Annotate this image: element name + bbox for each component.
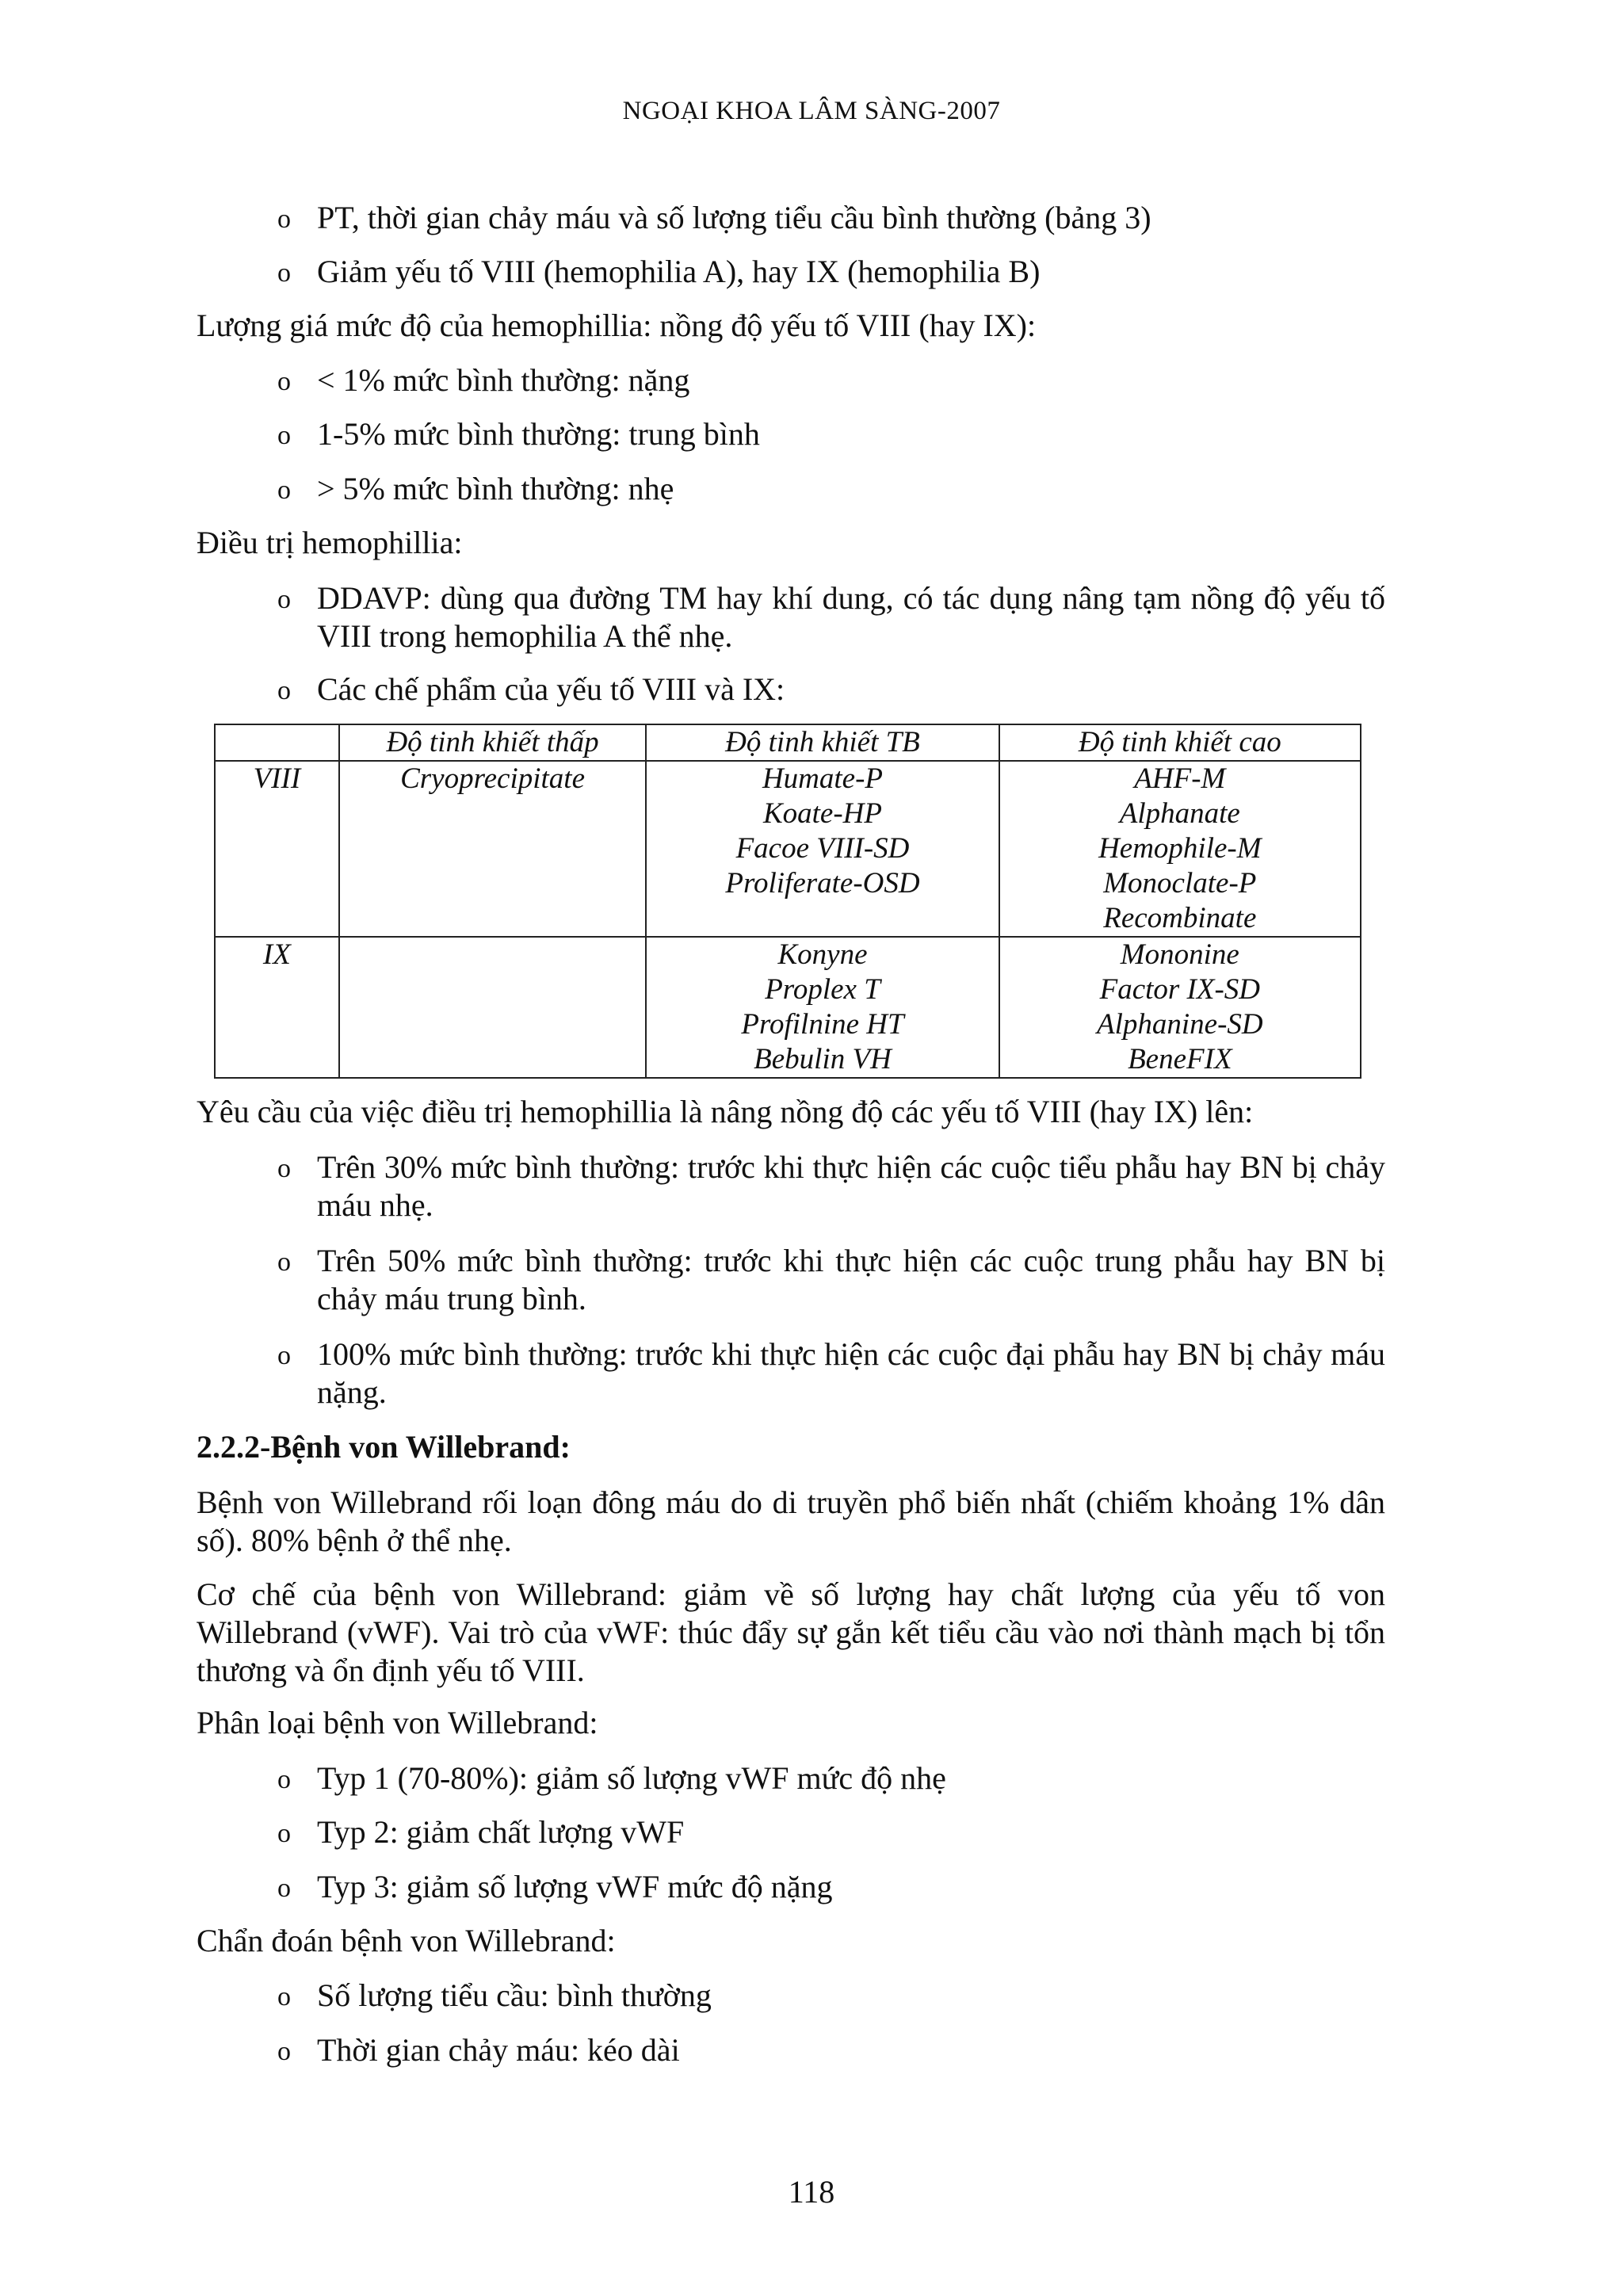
bullet-marker: o [277, 367, 291, 396]
list-item: Các chế phẩm của yếu tố VIII và IX: [317, 671, 785, 707]
list-item: Trên 30% mức bình thường: trước khi thực hiện các cuộc tiểu phẫu hay BN bị chảy máu nhẹ. [317, 1149, 1385, 1223]
list-item: PT, thời gian chảy máu và số lượng tiểu cầu bình thường (bảng 3) [317, 200, 1151, 235]
table-header-cell: Độ tinh khiết cao [999, 724, 1361, 761]
list-item: DDAVP: dùng qua đường TM hay khí dung, có tác dụng nâng tạm nồng độ yếu tố VIII trong hemophilia A thể nhẹ. [317, 580, 1385, 654]
bullet-marker: o [277, 2037, 291, 2066]
bullet-marker: o [277, 476, 291, 505]
bullet-marker: o [277, 1819, 291, 1848]
list-item: Số lượng tiểu cầu: bình thường [317, 1977, 712, 2013]
low-purity-cell [339, 761, 647, 937]
factor-cell: VIII [215, 761, 339, 937]
product-name: Factor IX-SD [1099, 973, 1261, 1006]
bullet-marker: o [277, 1874, 291, 1903]
treatment-heading: Điều trị hemophillia: [197, 525, 463, 560]
product-name: Facoe VIII-SD [735, 832, 910, 865]
product-name: BeneFIX [1128, 1043, 1232, 1075]
section-title: 2.2.2-Bệnh von Willebrand: [197, 1429, 571, 1465]
list-item: 1-5% mức bình thường: trung bình [317, 416, 760, 452]
product-name: AHF-M [1134, 762, 1226, 795]
product-name: Bebulin VH [754, 1043, 892, 1075]
product-name: Proplex T [765, 973, 880, 1006]
requirement-heading: Yêu cầu của việc điều trị hemophillia là nâng nồng độ các yếu tố VIII (hay IX) lên: [197, 1094, 1254, 1129]
diagnosis-heading: Chẩn đoán bệnh von Willebrand: [197, 1923, 616, 1958]
table-header-cell: Độ tinh khiết TB [646, 724, 999, 761]
product-name: Profilnine HT [741, 1008, 904, 1041]
product-name: Proliferate-OSD [725, 867, 920, 900]
list-item: Giảm yếu tố VIII (hemophilia A), hay IX (hemophilia B) [317, 254, 1041, 289]
bullet-marker: o [277, 1765, 291, 1794]
high-purity-cell [999, 937, 1361, 1078]
list-item: < 1% mức bình thường: nặng [317, 362, 690, 398]
bullet-marker: o [277, 204, 291, 234]
bullet-marker: o [277, 1341, 291, 1370]
list-item: Trên 50% mức bình thường: trước khi thực hiện các cuộc trung phẫu hay BN bị chảy máu trung bình. [317, 1243, 1385, 1316]
list-item: Typ 1 (70-80%): giảm số lượng vWF mức độ nhẹ [317, 1760, 946, 1796]
list-item: 100% mức bình thường: trước khi thực hiện các cuộc đại phẫu hay BN bị chảy máu nặng. [317, 1336, 1385, 1410]
table-header-row [215, 724, 1361, 761]
product-name: Recombinate [1103, 902, 1257, 934]
table-header-cell: Độ tinh khiết thấp [339, 724, 647, 761]
bullet-marker: o [277, 1154, 291, 1183]
product-name: Cryoprecipitate [400, 762, 585, 795]
product-name: Humate-P [762, 762, 884, 795]
low-purity-cell [339, 937, 647, 1078]
bullet-marker: o [277, 585, 291, 614]
product-name: Alphanate [1119, 797, 1240, 830]
list-item: Typ 2: giảm chất lượng vWF [317, 1814, 685, 1850]
product-name: Konyne [777, 938, 868, 971]
product-name: Koate-HP [762, 797, 882, 830]
paragraph: Cơ chế của bệnh von Willebrand: giảm về số lượng hay chất lượng của yếu tố von Willebrand (vWF). Vai trò của vWF: thúc đẩy sự gắn kết tiểu cầu vào nơi thành mạch bị tổn thương và ổn định yếu tố VIII. [197, 1576, 1385, 1688]
product-name: Alphanine-SD [1097, 1008, 1263, 1041]
page-number: 118 [788, 2174, 835, 2210]
high-purity-cell [999, 761, 1361, 937]
bullet-marker: o [277, 676, 291, 705]
bullet-marker: o [277, 1982, 291, 2011]
product-name: Mononine [1120, 938, 1239, 971]
product-name: Monoclate-P [1103, 867, 1257, 900]
bullet-marker: o [277, 1247, 291, 1277]
paragraph: Bệnh von Willebrand rối loạn đông máu do di truyền phổ biến nhất (chiếm khoảng 1% dân số). 80% bệnh ở thể nhẹ. [197, 1484, 1385, 1558]
list-item: Thời gian chảy máu: kéo dài [317, 2032, 680, 2068]
table-row [215, 761, 1361, 937]
list-item: Typ 3: giảm số lượng vWF mức độ nặng [317, 1869, 833, 1904]
bullet-marker: o [277, 421, 291, 450]
mid-purity-cell [646, 937, 999, 1078]
factor-preparations-table [214, 724, 1361, 1079]
table-header-cell [215, 724, 339, 761]
list-item: > 5% mức bình thường: nhẹ [317, 471, 674, 506]
bullet-marker: o [277, 258, 291, 288]
running-header: NGOẠI KHOA LÂM SÀNG-2007 [622, 97, 1001, 125]
mid-purity-cell [646, 761, 999, 937]
classification-heading: Phân loại bệnh von Willebrand: [197, 1705, 598, 1740]
severity-heading: Lượng giá mức độ của hemophillia: nồng độ yếu tố VIII (hay IX): [197, 308, 1037, 343]
table-row [215, 937, 1361, 1078]
product-name: Hemophile-M [1098, 832, 1262, 865]
factor-cell: IX [215, 937, 339, 1078]
